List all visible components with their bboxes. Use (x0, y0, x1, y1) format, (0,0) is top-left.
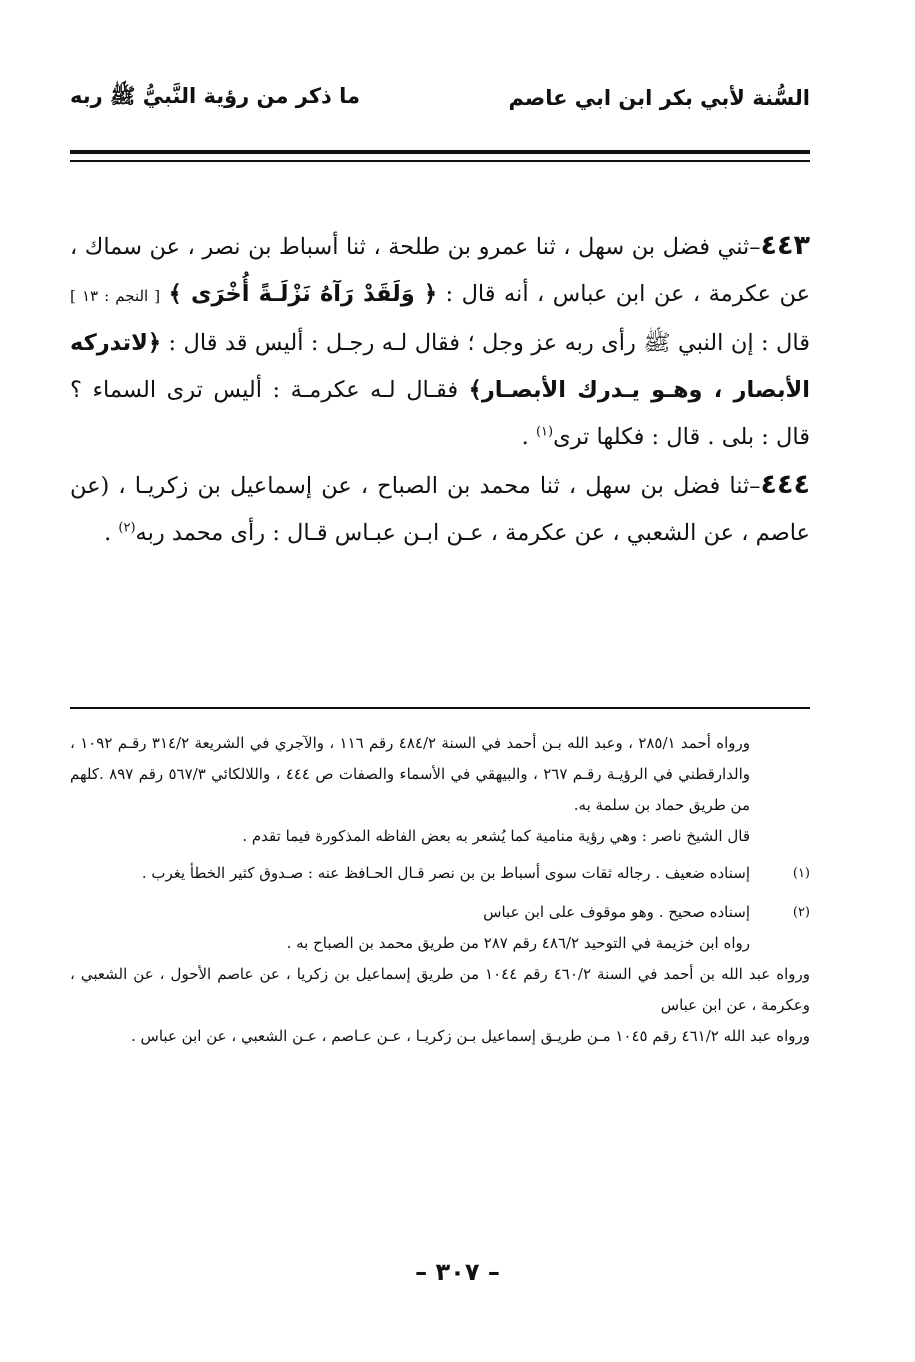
footnote-continuation (70, 728, 810, 852)
hadith-text: . (104, 520, 119, 546)
surah-reference: [ النجم : ١٣ ] (70, 287, 161, 305)
hadith-443 (70, 222, 810, 461)
hadith-text: –ثنا فضل بن سهل ، ثنا محمد بن الصباح ، عن إسماعيل بن زكريـا ، (عن عاصم ، عن الشعبي ، عن عكرمة ، عـن ابـن عبـاس قـال : رأى محمد ربه (70, 473, 810, 546)
footnote-number: (٢) (792, 905, 810, 920)
header-rule-bottom (70, 160, 810, 162)
footnote-marker: (١) (535, 424, 554, 440)
running-header (70, 78, 810, 118)
quran-verse: ﴿لاتدركه الأبصار ، وهـو يـدرك الأبصـار﴾ (70, 330, 810, 403)
page-number: – ٣٠٧ – (415, 1258, 500, 1286)
book-title: السُّنة لأبي بكر ابن ابي عاصم (508, 86, 810, 110)
hadith-text: فقـال لـه عكرمـة : أليس ترى السماء ؟ قال : بلى . قال : فكلها ترى (70, 377, 810, 450)
footnote-text: ورواه عبد الله بن أحمد في السنة ٤٦٠/٢ رقم ١٠٤٤ من طريق إسماعيل بن زكريا ، عن عاصم الأحول ، عن الشعبي ، وعكرمة ، عن ابن عباس (70, 965, 810, 1014)
footnote-text: رواه ابن خزيمة في التوحيد ٤٨٦/٢ رقم ٢٨٧ من طريق محمد بن الصباح به . (286, 934, 750, 952)
footnote-text: ورواه أحمد ٢٨٥/١ ، وعبد الله بـن أحمد في السنة ٤٨٤/٢ رقم ١١٦ ، والآجري في الشريعة ٣١٤/٢ رقـم ١٠٩٢ ، والدارقطني في الرؤيـة رقـم ٢٦٧ ، والبيهقي في الأسماء والصفات ص ٤٤٤ ، واللالكائي ٥٦٧/٣ رقم ٨٩٧ .كلهم من طريق حماد بن سلمة به. (70, 734, 751, 814)
footnote-2 (70, 897, 810, 959)
footnote-marker: (٢) (118, 520, 136, 536)
main-text (70, 222, 810, 557)
footnote-text: إسناده ضعيف . رجاله ثقات سوى أسباط بن بن نصر قـال الحـافظ عنه : صـدوق كثير الخطأ يغرب . (141, 864, 750, 882)
hadith-number: ٤٤٣ (760, 230, 810, 261)
hadith-text: قال : إن النبي ﷺ رأى ربه عز وجل ؛ فقال لـه رجـل : أليس قد قال : (161, 330, 810, 356)
hadith-444 (70, 461, 810, 557)
header-rule-top (70, 150, 810, 154)
footnote-1 (70, 858, 810, 889)
footnote-text: ورواه عبد الله ٤٦١/٢ رقم ١٠٤٥ مـن طريـق إسماعيل بـن زكريـا ، عـن عـاصم ، عـن الشعبي ، عن ابن عباس . (131, 1027, 810, 1045)
footnotes (70, 728, 810, 1052)
quran-verse: ﴿ وَلَقَدْ رَآهُ نَزْلَـةً أُخْرَى ﴾ (168, 281, 438, 307)
footnote-separator (70, 707, 810, 709)
chapter-title: ما ذكر من رؤية النَّبيُّ ﷺ ربه (70, 83, 361, 108)
footnote-2-continued (70, 959, 810, 1052)
hadith-text: –ثني فضل بن سهل ، ثنا عمرو بن طلحة ، ثنا أسباط بن نصر ، عن سماك ، عن عكرمة ، عن ابن عباس ، أنه قال : (70, 234, 811, 307)
hadith-number: ٤٤٤ (760, 469, 810, 500)
hadith-text: . (521, 424, 536, 450)
footnote-text: إسناده صحيح . وهو موقوف على ابن عباس (483, 903, 750, 921)
footnote-number: (١) (792, 866, 810, 881)
footnote-text: قال الشيخ ناصر : وهي رؤية منامية كما يُشعر به بعض الفاظه المذكورة فيما تقدم . (242, 827, 750, 845)
